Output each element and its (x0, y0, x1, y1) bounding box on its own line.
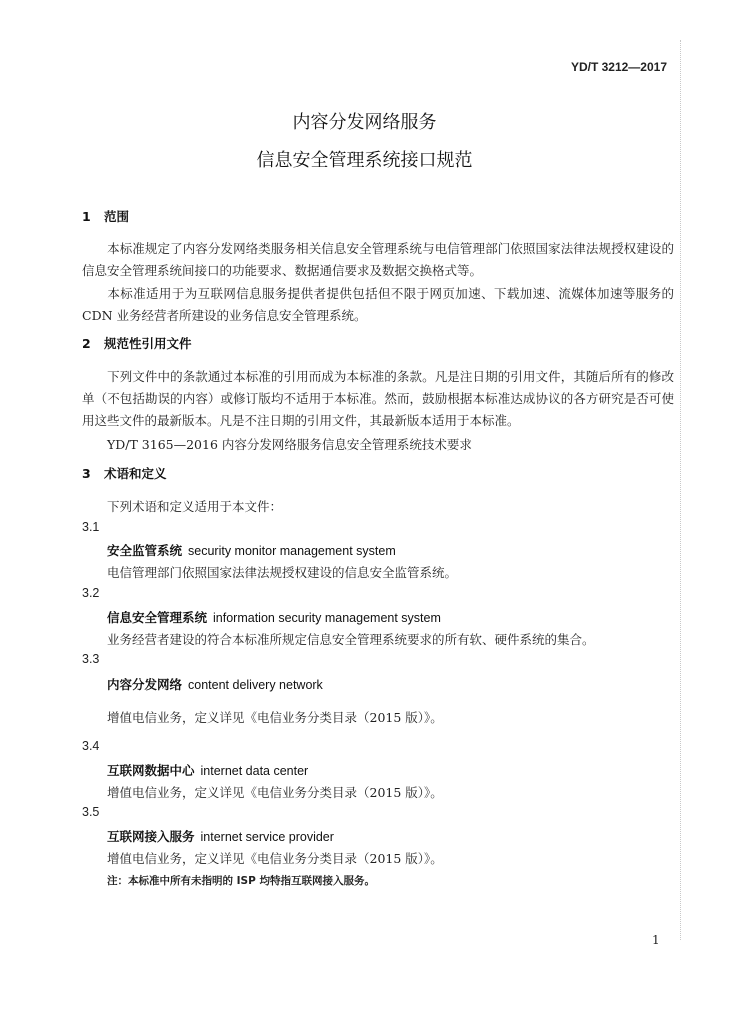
term-english: content delivery network (188, 678, 323, 692)
section-number: 3 (82, 466, 91, 481)
section-title: 术语和定义 (104, 466, 167, 481)
term-english: information security management system (213, 611, 441, 625)
section-number: 2 (82, 336, 91, 351)
term-definition: 增值电信业务，定义详见《电信业务分类目录（2015 版）》。 (107, 851, 443, 866)
term-chinese: 内容分发网络 (107, 677, 183, 692)
note-text: 注：本标准中所有未指明的 ISP 均特指互联网接入服务。 (107, 875, 375, 887)
clause-number: 3.2 (82, 586, 100, 600)
page-number: 1 (652, 933, 660, 947)
section-heading-scope (82, 207, 129, 225)
term-chinese: 互联网接入服务 (107, 829, 195, 844)
paragraph-text: 本标准适用于为互联网信息服务提供者提供包括但不限于网页加速、下载加速、流媒体加速等服务的 CDN 业务经营者所建设的业务信息安全管理系统。 (82, 286, 674, 323)
section-number: 1 (82, 209, 91, 224)
normative-paragraph (82, 366, 674, 432)
section-heading-normative-references (82, 334, 192, 352)
section-heading-terms (82, 464, 167, 482)
title-line-1: 内容分发网络服务 (292, 112, 437, 133)
clause-number: 3.3 (82, 652, 100, 666)
term-chinese: 信息安全管理系统 (107, 610, 208, 625)
term-entry (107, 827, 334, 845)
paragraph-text: 本标准规定了内容分发网络类服务相关信息安全管理系统与电信管理部门依照国家法律法规授权建设的信息安全管理系统间接口的功能要求、数据通信要求及数据交换格式等。 (82, 241, 674, 278)
term-definition: 增值电信业务，定义详见《电信业务分类目录（2015 版）》。 (107, 785, 443, 800)
term-chinese: 安全监管系统 (107, 543, 183, 558)
term-definition: 增值电信业务，定义详见《电信业务分类目录（2015 版）》。 (107, 710, 443, 725)
terms-intro: 下列术语和定义适用于本文件： (107, 499, 283, 514)
normative-reference-item: YD/T 3165—2016 内容分发网络服务信息安全管理系统技术要求 (107, 437, 472, 452)
clause-number: 3.1 (82, 520, 100, 534)
term-entry (107, 675, 323, 693)
title-line-2: 信息安全管理系统接口规范 (256, 150, 473, 171)
term-english: security monitor management system (188, 544, 396, 558)
scan-edge-line (680, 40, 681, 940)
term-entry (107, 761, 308, 779)
document-code: YD/T 3212—2017 (570, 60, 667, 74)
term-definition: 业务经营者建设的符合本标准所规定信息安全管理系统要求的所有软、硬件系统的集合。 (107, 632, 595, 647)
section-title: 范围 (104, 209, 130, 224)
scope-paragraph-1 (82, 238, 674, 282)
term-english: internet data center (200, 764, 309, 778)
section-title: 规范性引用文件 (104, 336, 192, 351)
term-definition: 电信管理部门依照国家法律法规授权建设的信息安全监管系统。 (107, 565, 458, 580)
term-chinese: 互联网数据中心 (107, 763, 195, 778)
paragraph-text: 下列文件中的条款通过本标准的引用而成为本标准的条款。凡是注日期的引用文件，其随后所有的修改单（不包括勘误的内容）或修订版均不适用于本标准。然而，鼓励根据本标准达成协议的各方研究是否可使用这些文件的最新版本。凡是不注日期的引用文件，其最新版本适用于本标准。 (82, 369, 674, 428)
term-entry (107, 608, 441, 626)
scope-paragraph-2 (82, 283, 674, 327)
clause-number: 3.5 (82, 805, 100, 819)
term-entry (107, 541, 396, 559)
clause-number: 3.4 (82, 739, 100, 753)
term-english: internet service provider (200, 830, 334, 844)
